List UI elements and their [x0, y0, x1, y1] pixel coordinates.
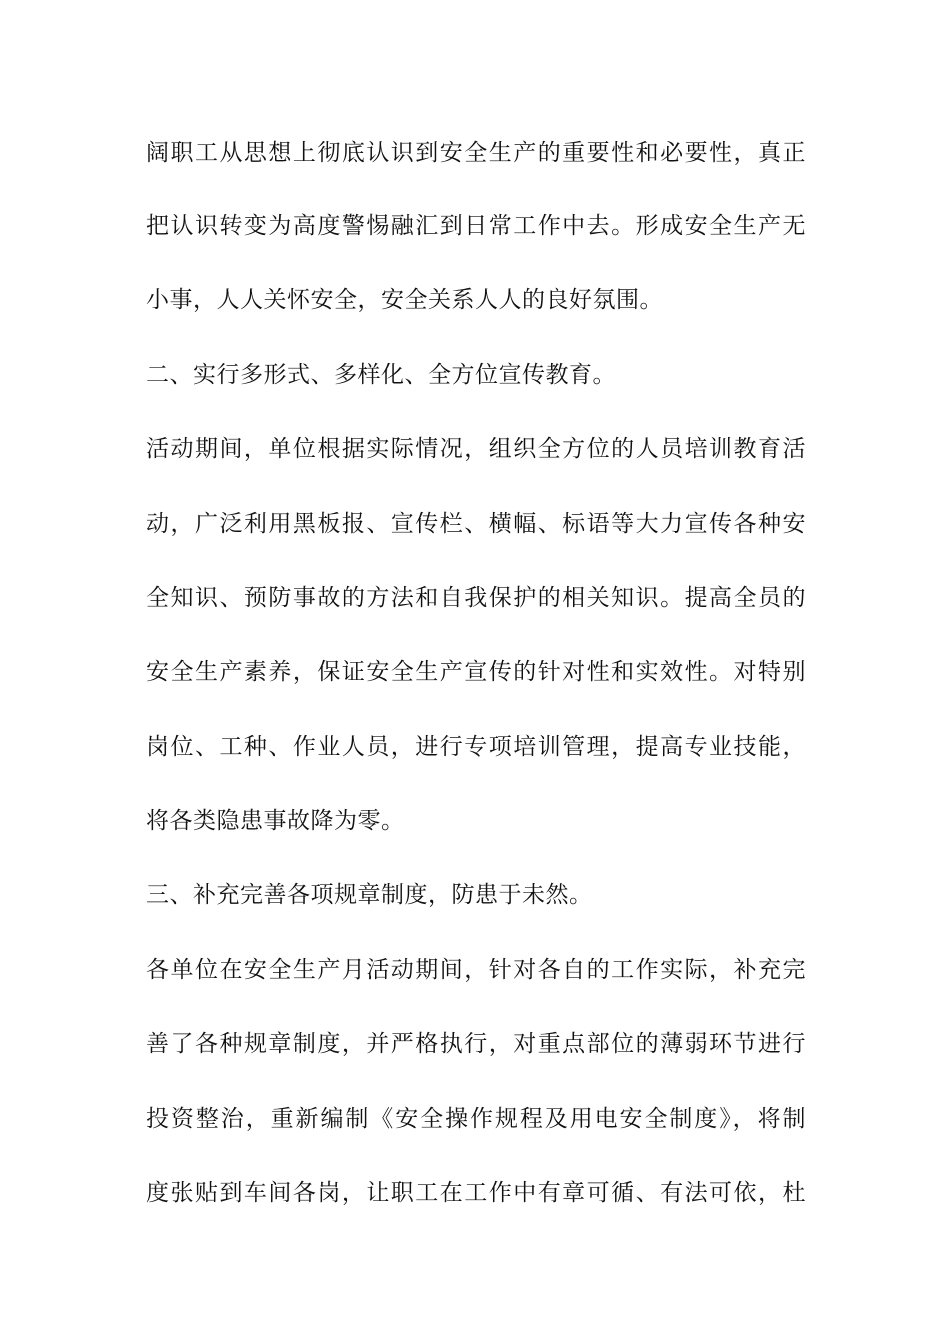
paragraph-line: 活动期间，单位根据实际情况，组织全方位的人员培训教育活	[146, 436, 806, 462]
paragraph-line: 把认识转变为高度警惕融汇到日常工作中去。形成安全生产无	[146, 213, 806, 239]
paragraph-line: 将各类隐患事故降为零。	[146, 808, 405, 834]
section-heading: 二、实行多形式、多样化、全方位宣传教育。	[146, 362, 616, 388]
paragraph-line: 岗位、工种、作业人员，进行专项培训管理，提高专业技能，	[146, 734, 806, 760]
paragraph-line: 度张贴到车间各岗，让职工在工作中有章可循、有法可依，杜	[146, 1180, 806, 1206]
paragraph-line: 阔职工从思想上彻底认识到安全生产的重要性和必要性，真正	[146, 140, 806, 166]
section-heading: 三、补充完善各项规章制度，防患于未然。	[146, 882, 593, 908]
paragraph-line: 全知识、预防事故的方法和自我保护的相关知识。提高全员的	[146, 585, 806, 611]
paragraph-line: 善了各种规章制度，并严格执行，对重点部位的薄弱环节进行	[146, 1031, 806, 1057]
paragraph-line: 各单位在安全生产月活动期间，针对各自的工作实际，补充完	[146, 957, 806, 983]
paragraph-line: 安全生产素养，保证安全生产宣传的针对性和实效性。对特别	[146, 659, 806, 685]
paragraph-line: 动，广泛利用黑板报、宣传栏、横幅、标语等大力宣传各种安	[146, 511, 806, 537]
paragraph-line: 投资整治，重新编制《安全操作规程及用电安全制度》，将制	[146, 1106, 806, 1132]
paragraph-line: 小事，人人关怀安全，安全关系人人的良好氛围。	[146, 287, 663, 313]
